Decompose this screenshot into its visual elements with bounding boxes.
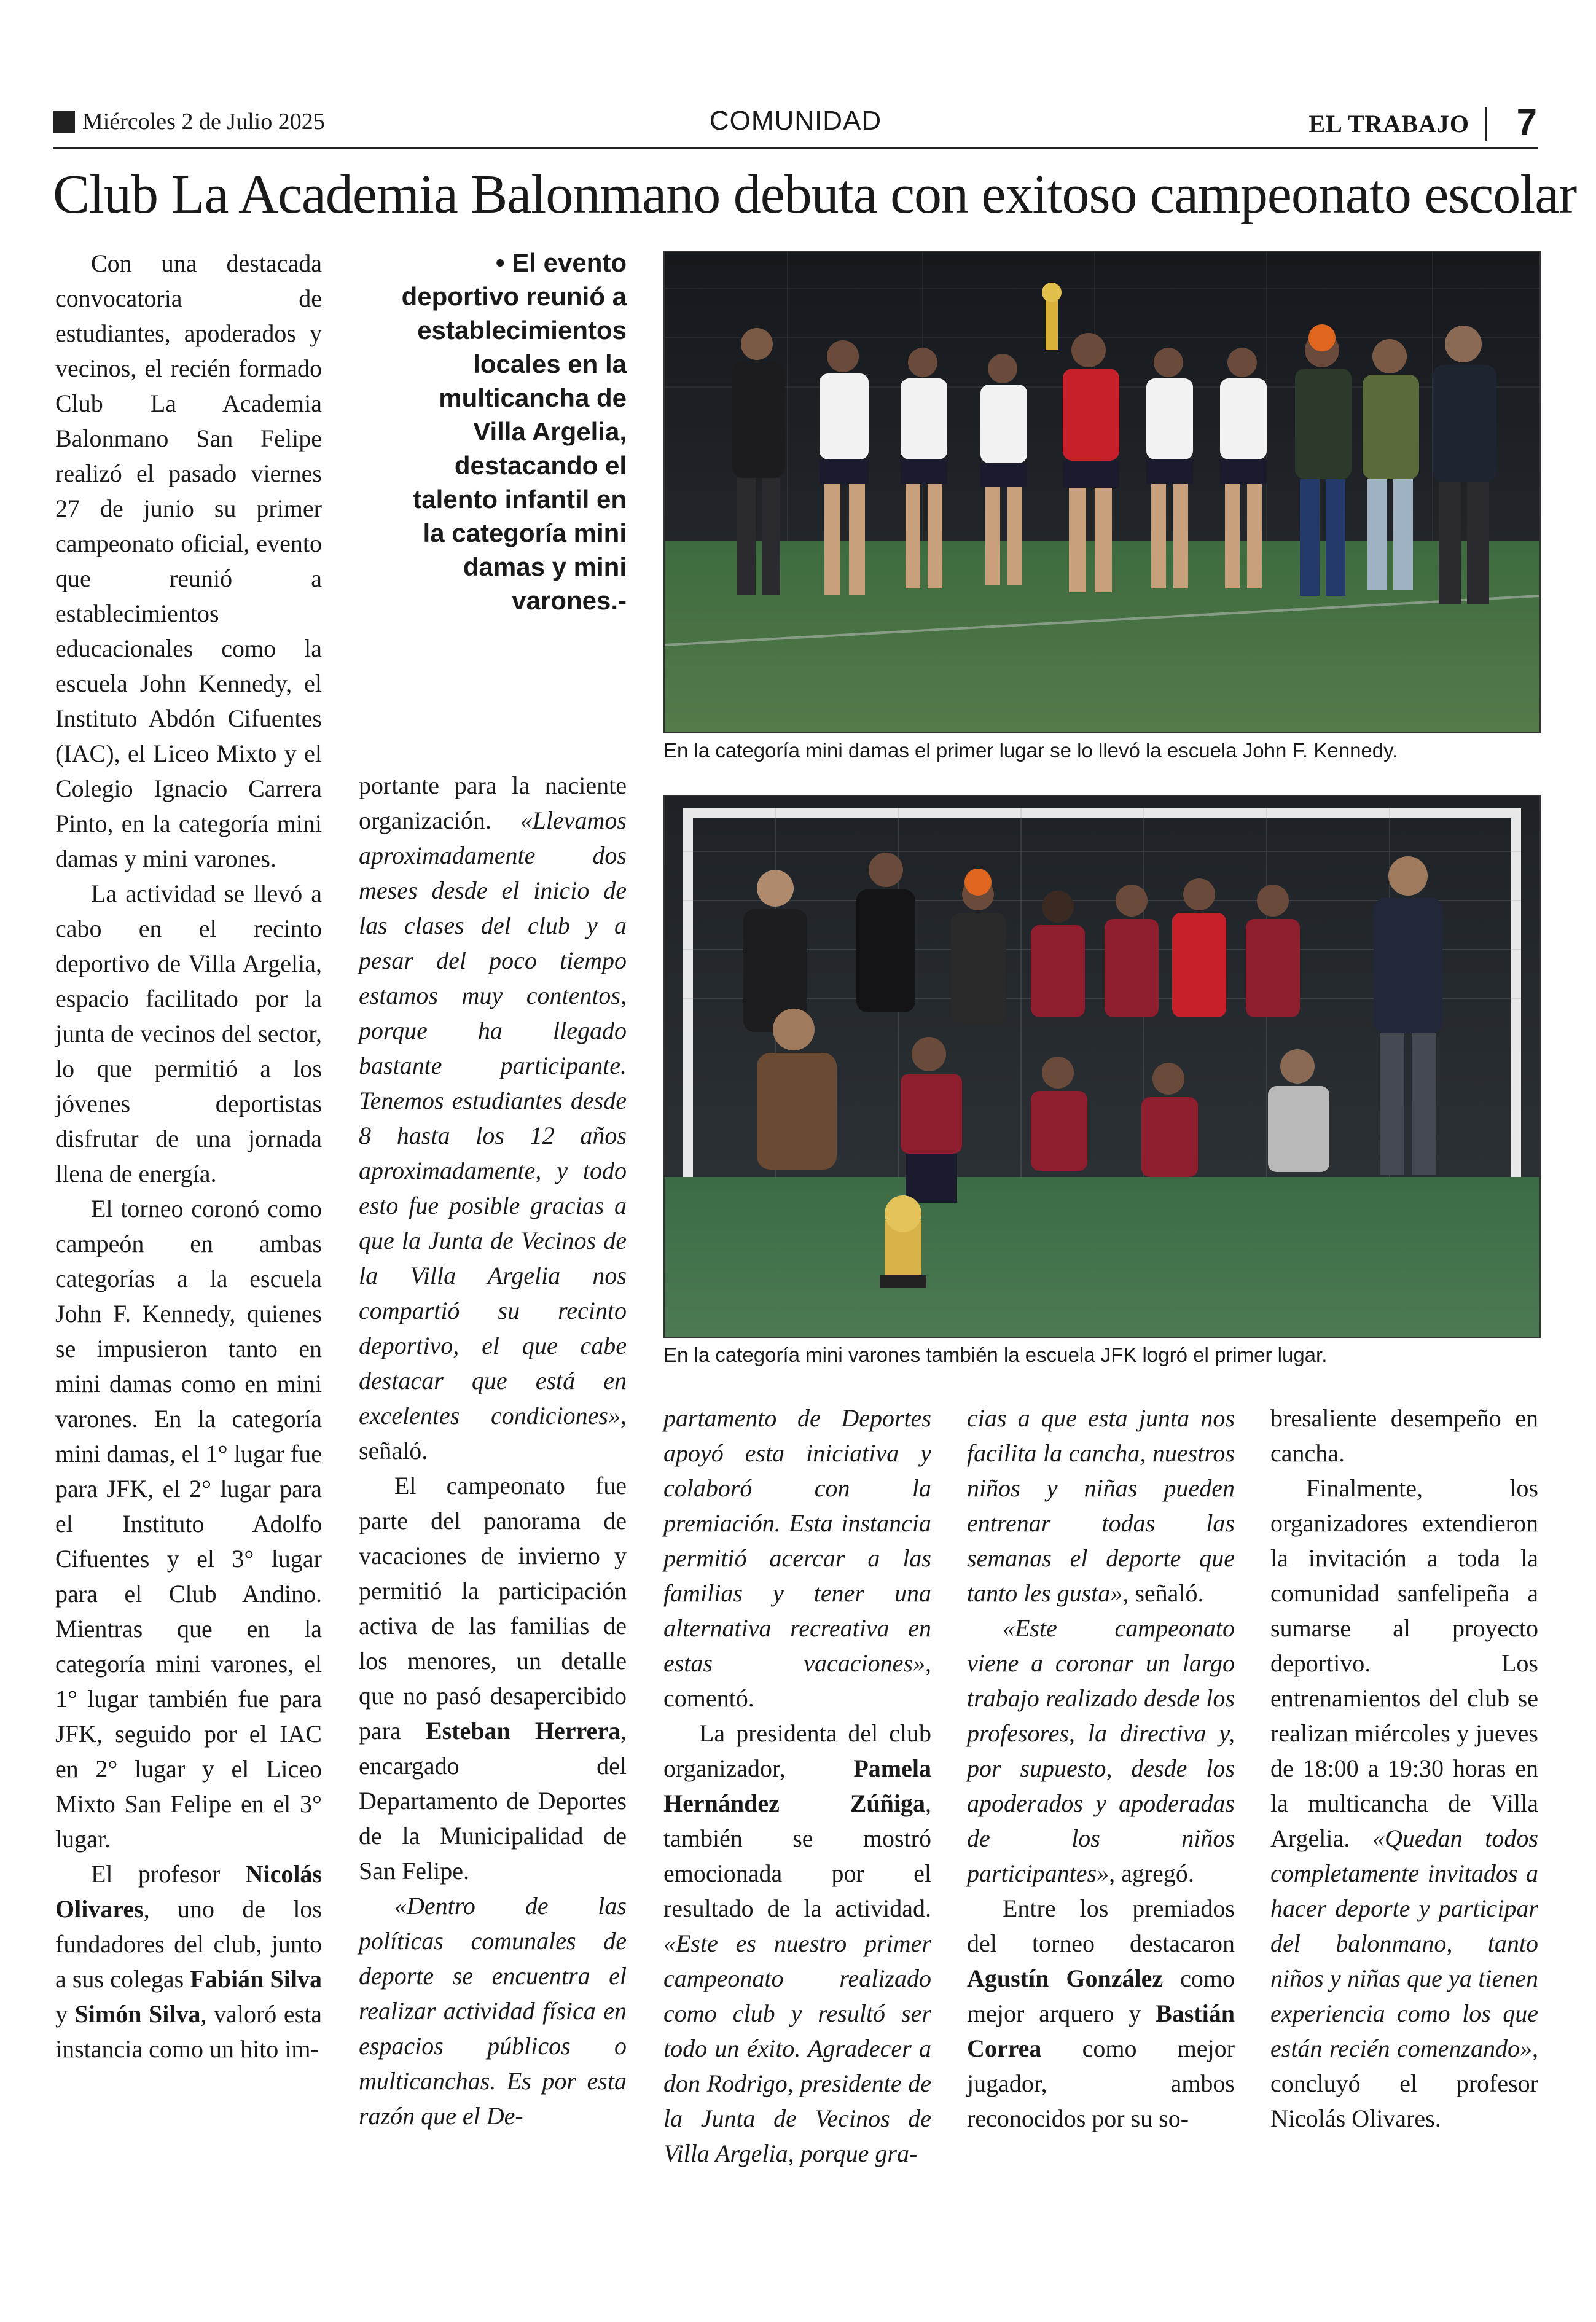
- person-name: Simón Silva: [74, 2000, 201, 2028]
- text-run: como mejor arquero y: [967, 1964, 1235, 2027]
- section-name: COMUNIDAD: [709, 106, 882, 136]
- paragraph: [1270, 1471, 1538, 2136]
- text-run: , uno de los fundadores del club, junto a sus colegas: [55, 1895, 322, 1993]
- person-name: Fabián Silva: [190, 1965, 323, 1993]
- quote-text: «Llevamos aproximadamente dos meses desde el inicio de las clases del club y a pesar del poco tiempo estamos muy contentos, porque ha llegado bastante participante. Tenemos estudiantes desde 8 hasta los 12 años aproximadamente, y todo esto fue posible gracias a que la Junta de Vecinos de la Villa Argelia nos compartió su recinto deportivo, el que cabe destacar que está en excelentes condiciones»: [359, 807, 627, 1429]
- paragraph: El torneo coronó como campeón en ambas categorías a la escuela John F. Kennedy, quienes se impusieron tanto en mini damas como en mini varones. En la categoría mini damas, el 1° lugar fue para JFK, el 2° lugar para el Instituto Adolfo Cifuentes y el 3° lugar para el Club Andino. Mientras que en la categoría mini varones, el 1° lugar también fue para JFK, seguido por el IAC en 2° lugar y el Liceo Mixto San Felipe en el 3° lugar.: [55, 1195, 322, 1853]
- date-text: Miércoles 2 de Julio 2025: [82, 109, 325, 135]
- paragraph: [359, 1468, 627, 1888]
- paragraph: [967, 1401, 1235, 1611]
- quote-text: partamento de Deportes apoyó esta iniciativa y colaboró con la premiación. Esta instancia permitió acercar a las familias y tener una alternativa recreativa en estas vacaciones»: [663, 1404, 931, 1677]
- paragraph: [967, 1611, 1235, 1891]
- text-run: , concluyó el profesor Nicolás Olivares.: [1270, 2035, 1538, 2132]
- quote-text: «Este campeonato viene a coronar un largo trabajo realizado desde los profesores, la directiva y, por supuesto, desde los apoderados y apoderadas de los niños participantes»: [967, 1614, 1235, 1887]
- page-number: 7: [1516, 101, 1537, 143]
- person-name: Bastián Correa: [967, 2000, 1235, 2062]
- photo-mini-damas: [663, 251, 1541, 733]
- header-divider: [1485, 107, 1487, 141]
- text-run: como mejor jugador, ambos reconocidos por su so-: [967, 2035, 1235, 2132]
- pull-quote: • El evento deportivo reunió a establecimientos locales en la multicancha de Villa Argelia, destacando el talento infantil en la categoría mini damas y mini varones.-: [401, 248, 627, 615]
- person-name: Agustín González: [967, 1964, 1164, 1992]
- quote-text: «Quedan todos completamente invitados a hacer deporte y participar del balonmano, tanto niños y niñas que ya tienen experiencia como los que están recién comenzando»: [1270, 1824, 1538, 2062]
- text-run: , señaló.: [359, 1402, 627, 1464]
- text-run: Finalmente, los organizadores extendieron la invitación a toda la comunidad sanfelipeña a sumarse al proyecto deportivo. Los entrenamientos del club se realizan miércoles y jueves de 18:00 a 19:30 horas en la multicancha de Villa Argelia.: [1270, 1474, 1538, 1852]
- text-run: y: [55, 2000, 75, 2028]
- paragraph: [663, 1401, 931, 1716]
- paragraph: Con una destacada convocatoria de estudiantes, apoderados y vecinos, el recién formado Club La Academia Balonmano San Felipe realizó el pasado viernes 27 de junio su primer campeonato oficial, evento que reunió a establecimientos educacionales como la escuela John Kennedy, el Instituto Abdón Cifuentes (IAC), el Liceo Mixto y el Colegio Ignacio Carrera Pinto, en la categoría mini damas y mini varones.: [55, 249, 322, 872]
- person-name: Esteban Herrera: [425, 1717, 620, 1745]
- article-column-2: [359, 768, 627, 2133]
- text-run: , valoró esta instancia como un hito im-: [55, 2000, 322, 2063]
- person-name: Pamela Hernández Zúñiga: [663, 1754, 931, 1817]
- text-run: Entre los premiados del torneo destacaron: [967, 1894, 1235, 1957]
- quote-text: «Dentro de las políticas comunales de deporte se encuentra el realizar actividad física en espacios públicos o multicanchas. Es por esta razón que el De-: [359, 1892, 627, 2130]
- photo-caption-1: En la categoría mini damas el primer lugar se lo llevó la escuela John F. Kennedy.: [663, 739, 1398, 762]
- quote-text: cias a que esta junta nos facilita la cancha, nuestros niños y niñas pueden entrenar todas las semanas el deporte que tanto les gusta»: [967, 1404, 1235, 1607]
- text-run: El profesor: [91, 1860, 246, 1888]
- team-photo-illustration: [665, 252, 1539, 732]
- paragraph: bresaliente desempeño en cancha.: [1270, 1404, 1538, 1467]
- page-header: [53, 101, 1538, 149]
- paragraph: [55, 1856, 322, 2066]
- text-run: , agregó.: [1109, 1859, 1194, 1887]
- newspaper-name: EL TRABAJO: [1308, 110, 1469, 138]
- text-run: , también se mostró emocionada por el resultado de la actividad.: [663, 1789, 931, 1922]
- text-run: portante para la naciente organización.: [359, 772, 627, 834]
- article-column-5: [1270, 1401, 1538, 2136]
- paragraph: [967, 1891, 1235, 2136]
- person-name: Nicolás Olivares: [55, 1860, 322, 1923]
- photo-caption-2: En la categoría mini varones también la escuela JFK logró el primer lugar.: [663, 1343, 1328, 1366]
- photo-mini-varones: [663, 795, 1541, 1338]
- article-column-3: [663, 1401, 931, 2171]
- paragraph: La actividad se llevó a cabo en el recinto deportivo de Villa Argelia, espacio facilitado por la junta de vecinos del sector, lo que permitió a los jóvenes deportistas disfrutar de una jornada llena de energía.: [55, 880, 322, 1187]
- text-run: El campeonato fue parte del panorama de vacaciones de invierno y permitió la participación activa de las familias de los menores, un detalle que no pasó desapercibido para: [359, 1472, 627, 1745]
- paragraph: [359, 768, 627, 1468]
- text-run: La presidenta del club organizador,: [663, 1719, 931, 1782]
- text-run: , señaló.: [1122, 1579, 1204, 1607]
- article-headline: Club La Academia Balonmano debuta con exitoso campeonato escolar: [53, 164, 1577, 225]
- team-photo-illustration: [665, 796, 1539, 1337]
- quote-text: «Este es nuestro primer campeonato realizado como club y resultó ser todo un éxito. Agradecer a don Rodrigo, presidente de la Junta de Vecinos de Villa Argelia, porque gra-: [663, 1929, 931, 2167]
- paragraph: [663, 1716, 931, 2171]
- article-column-1: [55, 246, 322, 2066]
- text-run: , comentó.: [663, 1649, 931, 1712]
- text-run: , encargado del Departamento de Deportes de la Municipalidad de San Felipe.: [359, 1717, 627, 1885]
- paragraph: [359, 1888, 627, 2133]
- article-column-4: [967, 1401, 1235, 2136]
